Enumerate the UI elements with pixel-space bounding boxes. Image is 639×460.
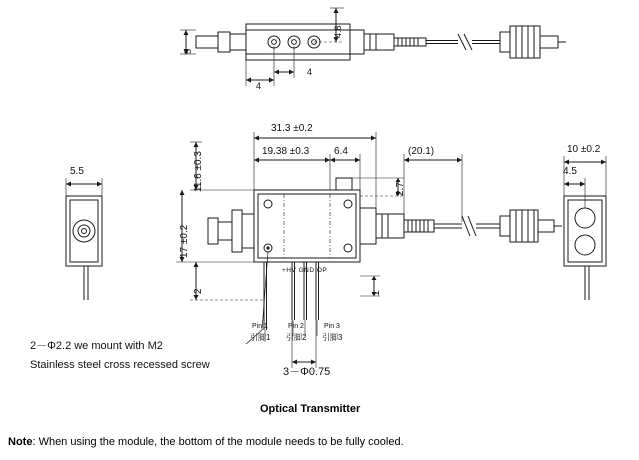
dim-label-right-10: 10 ±0.2 <box>567 144 601 155</box>
figure-note <box>8 436 404 448</box>
top-fc-ferrule <box>540 36 558 48</box>
side-boot <box>376 214 404 238</box>
right-view-bore-top <box>575 208 595 228</box>
top-connector-neck <box>230 34 246 50</box>
top-fc-nut <box>510 26 540 58</box>
left-view-bore <box>73 220 95 242</box>
top-fc-body <box>500 32 510 52</box>
side-mount-hole-3 <box>344 200 352 208</box>
pin1-label-cn: 引脚1 <box>250 333 271 342</box>
mount-hole-callout-line2: Stainless steel cross recessed screw <box>30 359 210 371</box>
dim-label-19p38: 19.38 ±0.3 <box>262 146 310 157</box>
side-connector-flange <box>232 210 242 252</box>
dim-label-11p6: 11.6 ±0.3 <box>193 151 204 192</box>
dim-label-top-4a: 4 <box>256 81 262 91</box>
side-mount-hole-1 <box>264 200 272 208</box>
dim-label-6p4: 6.4 <box>334 146 348 157</box>
figure-caption: Optical Transmitter <box>260 403 361 415</box>
dim-label-2p7: 2.7 <box>395 182 406 196</box>
mount-hole-callout-line1: 2－Φ2.2 we mount with M2 <box>30 340 163 352</box>
dim-label-20p1: (20.1) <box>408 146 435 157</box>
dim-label-31p3: 31.3 ±0.2 <box>271 123 313 134</box>
side-fc-ferrule <box>538 220 554 232</box>
top-connector-flange <box>218 32 230 52</box>
side-connector-end <box>208 218 218 244</box>
top-tail-block <box>350 30 364 54</box>
pin2-label: Pin 2 <box>288 323 304 330</box>
pin3-label-cn: 引脚3 <box>322 333 343 342</box>
dim-label-top-4b: 4 <box>307 67 313 77</box>
note-text: : When using the module, the bottom of the module needs to be fully cooled. <box>32 436 404 448</box>
side-fc-body <box>500 216 510 236</box>
pin2-label-cn: 引脚2 <box>286 333 307 342</box>
side-tail-block <box>360 208 376 244</box>
side-top-step <box>336 178 352 190</box>
top-connector-barrel <box>196 36 218 48</box>
right-view-bore-bottom <box>575 235 595 255</box>
dim-label-1: 1 <box>371 290 382 296</box>
dim-label-right-4p5: 4.5 <box>563 166 577 177</box>
dim-label-top-height: 5 <box>183 48 193 54</box>
dim-label-left-5p5: 5.5 <box>70 166 84 177</box>
note-label: Note <box>8 436 33 448</box>
pin-row-text: +HV GND OP <box>282 267 328 274</box>
pin1-label: Pin 1 <box>252 323 268 330</box>
dim-label-17: 17 ±0.2 <box>179 224 190 258</box>
dim-label-top-4p8: 4.8 <box>333 25 343 38</box>
left-view-body <box>66 196 102 266</box>
side-mount-hole-4 <box>344 244 352 252</box>
pin-diameter-callout: 3－Φ0.75 <box>283 366 331 378</box>
dim-label-2: 2 <box>193 288 204 294</box>
top-boot <box>364 34 394 50</box>
pin3-label: Pin 3 <box>324 323 340 330</box>
